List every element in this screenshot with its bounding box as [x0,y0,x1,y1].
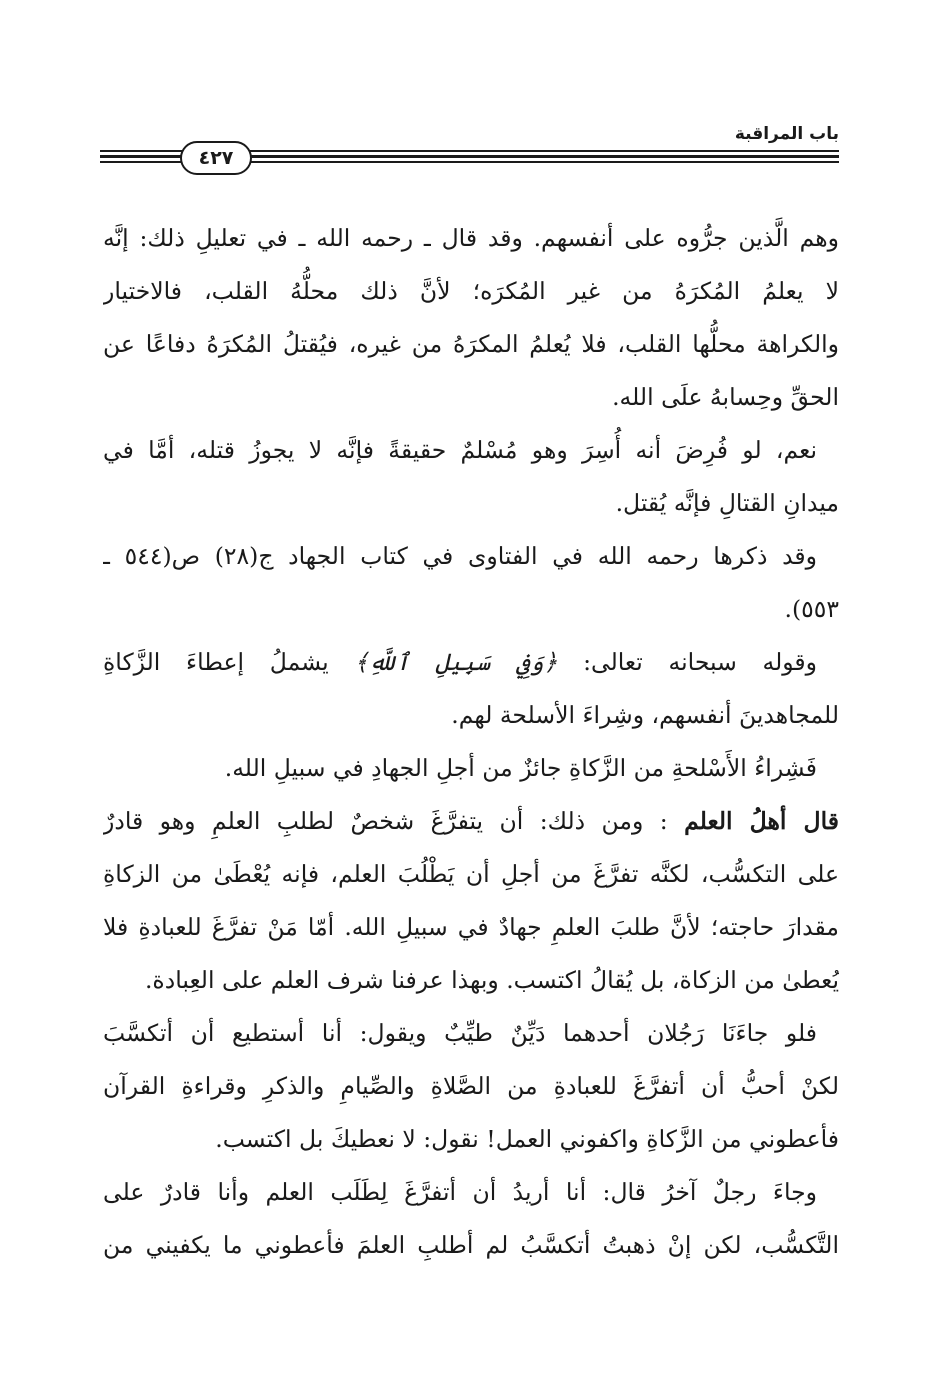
paragraph-8 [103,1166,839,1272]
text-line: لا يعلمُ المُكرَهُ من غير المُكرَه؛ لأنَّ ذلك محلُّهُ القلب، فالاختيار [103,277,839,305]
text-line: فَشِراءُ الأَسْلحةِ من الزَّكاةِ جائزٌ من أجلِ الجهادِ في سبيلِ الله. [224,754,817,782]
paragraph-2 [103,424,839,530]
text-line: فأعطوني من الزَّكاةِ واكفوني العمل! نقول: لا نعطيكَ بل اكتسب. [215,1125,839,1153]
text-line: يُعطىٰ من الزكاة، بل يُقالُ اكتسب. وبهذا عرفنا شرف العلم على العِبادة. [144,966,839,994]
text-line: وجاءَ رجلٌ آخرُ قال: أنا أريدُ أن أتفرَّغَ لِطَلَب العلم وأنا قادرٌ على [103,1178,817,1206]
paragraph-4 [103,636,839,742]
text-line: وهم الَّذين جرُّوه على أنفسهم. وقد قال ـ رحمه الله ـ في تعليلِ ذلك: إنَّه [103,224,839,252]
text-line: مقدارَ حاجته؛ لأنَّ طلبَ العلمِ جهادٌ في سبيلِ الله. أمّا مَنْ تفرَّغَ للعبادةِ فلا [103,913,839,941]
page-body [103,212,839,1272]
text-line: الحقِّ وحِسابهُ علَى الله. [612,383,839,411]
text-segment: يشملُ إعطاءَ الزَّكاةِ [103,648,329,676]
text-line: وقد ذكرها رحمه الله في الفتاوى في كتاب الجهاد ج(٢٨) ص(٥٤٤ ـ [103,542,818,570]
running-header-title: باب المراقبة [734,124,839,144]
paragraph-6 [103,795,839,1007]
bold-heading: قال أهلُ العلم [684,807,839,835]
text-line: ٥٥٣). [784,595,839,623]
text-line: والكراهة محلُّها القلب، فلا يُعلمُ المكرَهُ من غيره، فيُقتلُ المُكرَهُ دفاعًا عن [103,330,839,358]
text-line: نعم، لو فُرِضَ أنه أُسِرَ وهو مُسْلمٌ حقيقةً فإنَّه لا يجوزُ قتله، أمَّا في [103,436,817,464]
text-line [103,795,839,848]
text-segment: وقوله سبحانه تعالى: [583,648,817,676]
text-line: ميدانِ القتالِ فإنَّه يُقتل. [615,489,839,517]
quran-verse: ﴿وَفِي سَبِيلِ ٱللَّهِ﴾ [354,648,558,676]
text-line: على التكسُّب، لكنَّه تفرَّغَ من أجلِ أن يَطْلُبَ العلم، فإنه يُعْطَىٰ من الزكاةِ [103,860,839,888]
text-line: لكنْ أحبُّ أن أتفرَّغَ للعبادةِ من الصَّلاةِ والصِّيامِ والذكرِ وقراءةِ القرآن [103,1072,839,1100]
paragraph-1 [103,212,839,424]
text-line [103,636,839,689]
page-number-badge: ٤٢٧ [180,141,252,175]
paragraph-3 [103,530,839,636]
text-line: للمجاهدينَ أنفسهم، وشِراءَ الأسلحة لهم. [451,701,839,729]
text-line: فلو جاءَنَا رَجُلان أحدهما دَيِّنٌ طيِّبٌ ويقول: أنا أستطيع أن أتكسَّبَ [103,1019,817,1047]
paragraph-5 [103,742,839,795]
paragraph-7 [103,1007,839,1166]
text-segment: : ومن ذلك: أن يتفرَّغَ شخصٌ لطلبِ العلمِ وهو قادرٌ [103,807,668,835]
text-line: التَّكسُّب، لكن إنْ ذهبتُ أتكسَّبُ لم أطلبِ العلمَ فأعطوني ما يكفيني من [103,1231,839,1259]
